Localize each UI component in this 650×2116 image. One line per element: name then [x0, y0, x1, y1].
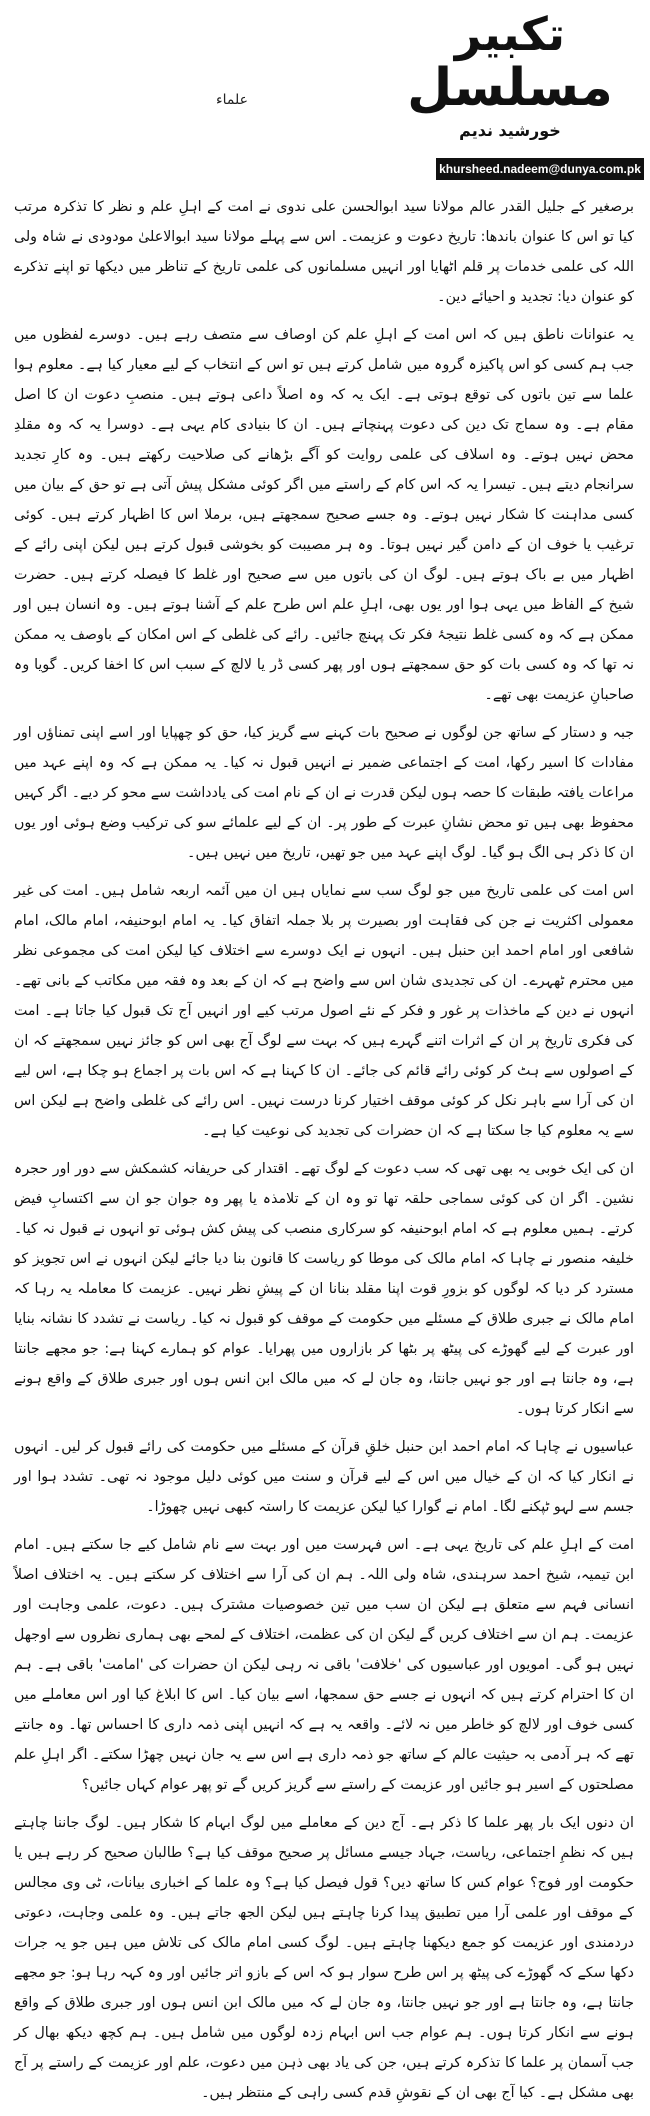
article-paragraph: برصغیر کے جلیل القدر عالم مولانا سید ابوالحسن علی ندوی نے امت کے اہلِ علم و نظر کا تذکرہ مرتب کیا تو اس کا عنوان باندھا: تاریخ دعوت و عزیمت۔ اس سے پہلے مولانا سید ابوالاعلیٰ مودودی نے شاہ ولی اللہ کی علمی خدمات پر قلم اٹھایا اور انہیں مسلمانوں کی علمی تاریخ کے تناظر میں دیکھا تو اپنے تذکرے کو عنوان دیا: تجدید و احیائے دین۔: [14, 199, 634, 305]
author-name: خورشید ندیم: [459, 121, 561, 140]
article-title: علماء: [216, 92, 248, 108]
article-paragraph: ان کی ایک خوبی یہ بھی تھی کہ سب دعوت کے لوگ تھے۔ اقتدار کی حریفانہ کشمکش سے دور اور حجرہ نشین۔ اگر ان کی کوئی سماجی حلقہ تھا تو وہ ان کے تلامذہ یا پھر وہ جوان جو ان سے اکتسابِ فیض کرتے۔ ہمیں معلوم ہے کہ امام ابوحنیفہ کو سرکاری منصب کی پیش کش ہوئی تو انہوں نے قبول نہ کیا۔ خلیفہ منصور نے چاہا کہ امام مالک کی موطا کو ریاست کا قانون بنا دیا جائے لیکن انہوں نے اس تجویز کو مسترد کر دیا کہ لوگوں کو بزورِ قوت اپنا مقلد بنانا ان کے پیشِ نظر نہیں۔ عزیمت کا معاملہ یہ رہا کہ امام مالک نے جبری طلاق کے مسئلے میں حکومت کے موقف کو قبول نہ کیا۔ ریاست نے تشدد کا نشانہ بنایا اور عبرت کے لیے گھوڑے کی پیٹھ پر بٹھا کر بازاروں میں پھرایا۔ عوام کو ہمارے کہنا ہے: جو مجھے جانتا ہے، وہ جانتا ہے اور جو نہیں جانتا، وہ جان لے کہ میں مالک ابن انس ہوں اور جبری طلاق کے واقع ہونے سے انکار کرتا ہوں۔: [14, 1161, 634, 1417]
article-paragraph: جبہ و دستار کے ساتھ جن لوگوں نے صحیح بات کہنے سے گریز کیا، حق کو چھپایا اور اسے اپنی تمناؤں اور مفادات کا اسیر رکھا، امت کے اجتماعی ضمیر نے انہیں قبول نہ کیا۔ یہ ممکن ہے کہ وہ اپنے عہد میں مراعات یافتہ طبقات کا حصہ ہوں لیکن قدرت نے ان کے نام امت کی یادداشت سے محو کر دیے۔ اگر کہیں محفوظ بھی ہیں تو محض نشانِ عبرت کے طور پر۔ ان کے لیے علمائے سو کی ترکیب وضع ہوئی اور یوں ان کا ذکر ہی الگ ہو گیا۔ لوگ اپنے عہد میں جو تھیں، تاریخ میں نہیں ہیں۔: [14, 725, 634, 861]
column-logo: [385, 8, 635, 158]
article-paragraph: یہ عنوانات ناطق ہیں کہ اس امت کے اہلِ علم کن اوصاف سے متصف رہے ہیں۔ دوسرے لفظوں میں جب ہم کسی کو اس پاکیزہ گروہ میں شامل کرتے ہیں تو اس کے انتخاب کے لیے معیار کیا ہے۔ معلوم ہوا علما سے تین باتوں کی توقع ہوتی ہے۔ ایک یہ کہ وہ اصلاً داعی ہوتے ہیں۔ منصبِ دعوت ان کا اصل مقام ہے۔ وہ سماج تک دین کی دعوت پہنچاتے ہیں۔ ان کا بنیادی کام یہی ہے۔ دوسرا یہ کہ وہ مقلدِ محض نہیں ہوتے۔ وہ اسلاف کی علمی روایت کو آگے بڑھانے کی صلاحیت رکھتے ہیں۔ وہ کارِ تجدید سرانجام دیتے ہیں۔ تیسرا یہ کہ اس کام کے راستے میں اگر کوئی مشکل پیش آتی ہے تو حق کے بیان میں کسی مداہنت کا شکار نہیں ہوتے۔ وہ جسے صحیح سمجھتے ہیں، برملا اس کا اظہار کرتے ہیں۔ کوئی ترغیب یا خوف ان کے دامن گیر نہیں ہوتا۔ وہ ہر مصیبت کو بخوشی قبول کرتے ہیں لیکن اپنی رائے کے اظہار میں بے باک ہوتے ہیں۔ لوگ ان کی باتوں میں سے صحیح اور غلط کا فیصلہ کرتے ہیں۔ حضرت شیخ کے الفاظ میں یہی ہوا اور یوں بھی، اہلِ علم اس طرح علم کے آشنا ہوتے ہیں۔ وہ انسان ہیں اور ممکن ہے کہ وہ کسی غلط نتیجۂ فکر تک پہنچ جائیں۔ رائے کی غلطی کے اس امکان کے باوصف یہ ممکن نہ تھا کہ وہ کسی بات کو حق سمجھتے ہوں اور پھر کسی ڈر یا لالچ کے سبب اس کا اخفا کریں۔ گویا وہ صاحبانِ عزیمت بھی تھے۔: [14, 327, 635, 703]
column-name-line-1: تکبیر: [454, 7, 566, 61]
article-paragraph: اس امت کی علمی تاریخ میں جو لوگ سب سے نمایاں ہیں ان میں آئمہ اربعہ شامل ہیں۔ امت کی غیر معمولی اکثریت نے جن کی فقاہت اور بصیرت پر بلا جملہ اتفاق کیا۔ یہ امام ابوحنیفہ، امام مالک، امام شافعی اور امام احمد ابن حنبل ہیں۔ انہوں نے ایک دوسرے سے اختلاف کیا لیکن امت کی مجموعی نظر میں محترم ٹھہرے۔ ان کی تجدیدی شان اس سے واضح ہے کہ ان کے بعد وہ فقہ میں مکاتب کے بانی تھے۔ انہوں نے دین کے ماخذات پر غور و فکر کے نئے اصول مرتب کیے اور انہیں آج تک قبول کیا جاتا ہے۔ امت کی فکری تاریخ پر ان کے اثرات اتنے گہرے ہیں کہ بہت سے لوگ آج بھی اس کو جائز نہیں سمجھتے کہ ان کے اصولوں سے ہٹ کر کوئی رائے قائم کی جائے۔ ان کا کہنا ہے کہ اس بات پر اجماع ہو چکا ہے، اس لیے ان کی آرا سے باہر نکل کر کوئی موقف اختیار کرنا درست نہیں۔ اس رائے کی غلطی واضح ہے لیکن اس سے یہ معلوم کیا جا سکتا ہے کہ ان حضرات کی تجدید کی نوعیت کیا ہے۔: [14, 883, 634, 1139]
column-masthead: [0, 0, 650, 190]
author-email: khursheed.nadeem@dunya.com.pk: [436, 158, 644, 180]
article-paragraph: امت کے اہلِ علم کی تاریخ یہی ہے۔ اس فہرست میں اور بہت سے نام شامل کیے جا سکتے ہیں۔ امام ابن تیمیہ، شیخ احمد سرہندی، شاہ ولی اللہ۔ ہم ان کی آرا سے اختلاف کر سکتے ہیں۔ یہ اختلاف اصلاً انسانی فہم سے متعلق ہے لیکن ان سب میں تین خصوصیات مشترک ہیں۔ دعوت، علمی وجاہت اور عزیمت۔ ہم ان سے اختلاف کریں گے لیکن ان کی عظمت، اختلاف کے لمحے بھی ہماری نظروں سے اوجھل نہیں ہو گی۔ امویوں اور عباسیوں کی 'خلافت' باقی نہ رہی لیکن ان حضرات کی 'امامت' باقی ہے۔ ہم ان کا احترام کرتے ہیں کہ انہوں نے جسے حق سمجھا، اسے بیان کیا۔ اس کا ابلاغ کیا اور اس معاملے میں کسی خوف اور لالچ کو خاطر میں نہ لائے۔ واقعہ یہ ہے کہ انہیں اپنی ذمہ داری کا احساس تھا۔ وہ جانتے تھے کہ ہر آدمی بہ حیثیت عالم کے ساتھ جو ذمہ داری ہے اس سے یہ جان نہیں چھڑا سکتے۔ اگر اہلِ علم مصلحتوں کے اسیر ہو جائیں اور عزیمت کے راستے سے گریز کریں گے تو پھر عوام کہاں جائیں؟: [14, 1537, 634, 1793]
column-name-line-2: مسلسل: [407, 58, 613, 118]
article-paragraph: ان دنوں ایک بار پھر علما کا ذکر ہے۔ آج دین کے معاملے میں لوگ ابہام کا شکار ہیں۔ لوگ جاننا چاہتے ہیں کہ نظمِ اجتماعی، ریاست، جہاد جیسے مسائل پر صحیح موقف کیا ہے؟ طالبان صحیح کر رہے ہیں یا حکومت اور فوج؟ عوام کس کا ساتھ دیں؟ قول فیصل کیا ہے؟ وہ علما کے اخباری بیانات، ٹی وی مجالس کے موقف اور علمی آرا میں تطبیق پیدا کرنا چاہتے ہیں لیکن الجھ جاتے ہیں۔ وہ علمی وجاہت، دعوتی دردمندی اور عزیمت کو جمع دیکھنا چاہتے ہیں۔ لوگ کسی امام مالک کی تلاش میں ہیں جو یہ جرات دکھا سکے کہ گھوڑے کی پیٹھ پر اس طرح سوار ہو کہ اس کے بازو اتر جائیں اور وہ کہہ رہا ہو: جو مجھے جانتا ہے، وہ جانتا ہے اور جو نہیں جانتا، وہ جان لے کہ میں مالک ابن انس ہوں اور جبری طلاق کے واقع ہونے سے انکار کرتا ہوں۔ ہم عوام جب اس ابہام زدہ لوگوں میں شامل ہیں۔ ہم کچھ دیکھ بھال کر جب آسمان پر علما کا تذکرہ کرتے ہیں، جن کی یاد بھی ذہن میں دعوت، علم اور عزیمت کے راستے پر آج بھی مشکل ہے۔ کیا آج بھی ان کے نقوشِ قدم کسی راہی کے منتظر ہیں۔: [14, 1815, 634, 2101]
article-paragraph: عباسیوں نے چاہا کہ امام احمد ابن حنبل خلقِ قرآن کے مسئلے میں حکومت کی رائے قبول کر لیں۔ انہوں نے انکار کیا کہ ان کے خیال میں اس کے لیے قرآن و سنت میں کوئی دلیل موجود نہ تھی۔ تشدد ہوا اور جسم سے لہو ٹپکنے لگا۔ امام نے گوارا کیا لیکن عزیمت کا راستہ کبھی نہیں چھوڑا۔: [14, 1439, 634, 1515]
article-body: [14, 192, 634, 2116]
